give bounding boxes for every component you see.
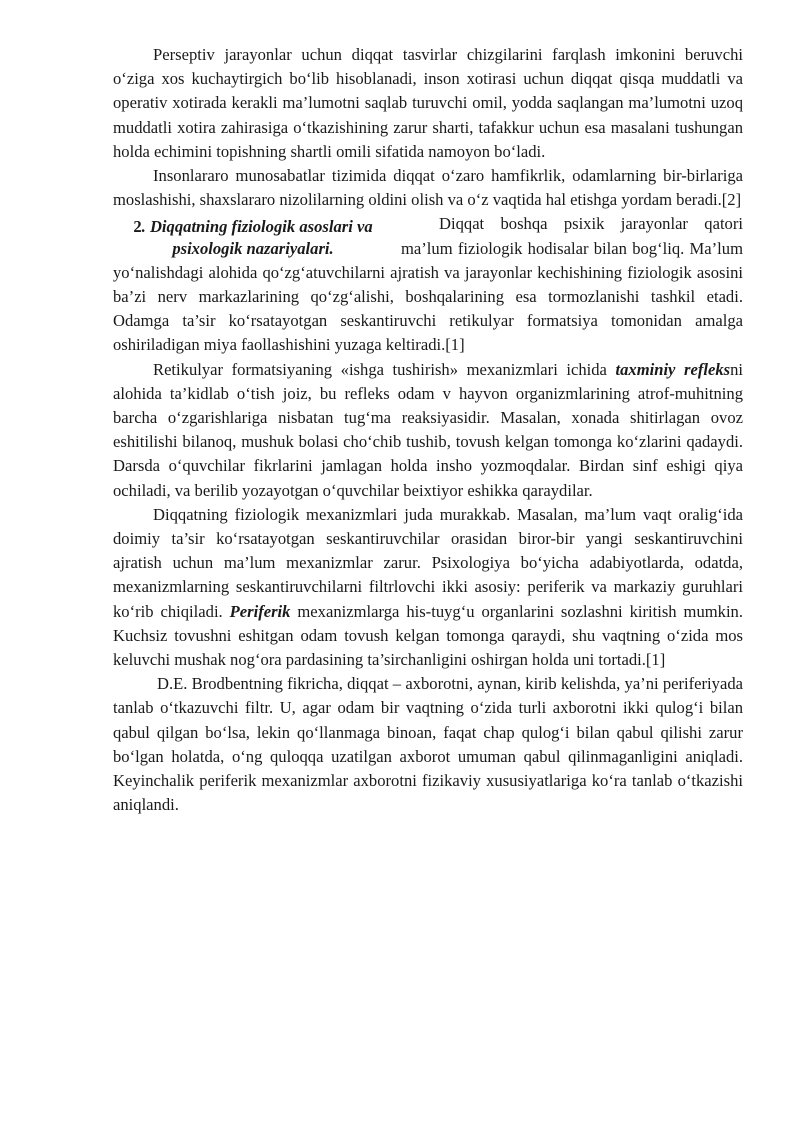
paragraph-5-rest: mexanizmlarga his-tuyg‘u organlarini sozlashni kiritish mumkin. Kuchsiz tovushni eshitgan odam tovush kelgan tomonga qaraydi, shu vaqtning o‘zida mos keluvchi mushak nog‘ora pardasining ta’sirchanligini oshirgan holda uni tortadi.[1] — [113, 601, 744, 670]
paragraph-4-start: Retikulyar formatsiyaning «ishga tushirish» mexanizmlari ichida — [153, 359, 616, 379]
paragraph-5 — [113, 503, 743, 672]
paragraph-6: D.E. Brodbentning fikricha, diqqat – axborotni, aynan, kirib kelishda, ya’ni periferiyada tanlab o‘tkazuvchi filtr. U, agar odam bir vaqtning o‘zida turli axborotni ikki qulog‘i bilan qabul qilgan bo‘lsa, lekin qo‘llanmaga binoan, faqat chap qulog‘i bilan qabul qilishi zarur bo‘lgan holatda, o‘ng quloqqa uzatilgan axborot umuman qabul qilinmaganligini aniqladi. Keyinchalik periferik mexanizmlar axborotni fizikaviy xususiyatlariga ko‘ra tanlab o‘tkazishi aniqlandi. — [113, 674, 743, 815]
paragraph-1: Perseptiv jarayonlar uchun diqqat tasvirlar chizgilarini farqlash imkonini beruvchi o‘ziga xos kuchaytirgich bo‘lib hisoblanadi, inson xotirasi uchun diqqat qisqa muddatli va operativ xotirada kerakli ma’lumotni saqlab turuvchi omil, yodda saqlangan ma’lumotni uzoq muddatli xotira zahirasiga o‘tkazishining zarur sharti, tafakkur uchun esa masalani tushungan holda echimini topishning shartli omili sifatida namoyon bo‘ladi. — [113, 45, 743, 161]
term-taxminiy-refleks: taxminiy refleks — [615, 359, 731, 379]
paragraph-4-rest: ni alohida ta’kidlab o‘tish joiz, bu refleks odam v hayvon organizmlarining atrof-muhitning barcha o‘zgarishlariga nisbatan tug‘ma reaksiyasidir. Masalan, xonada shitirlagan ovoz eshitilishi bilanoq, mushuk bolasi cho‘chib tushib, tovush kelgan tomonga ko‘zlarini qadaydi. Darsda o‘quvchilar fikrlarini jamlagan holda insho yozmoqdalar. Birdan sinf eshigi qiya ochiladi, va berilib yozayotgan o‘quvchilar beixtiyor eshikka qaraydilar. — [113, 359, 743, 500]
paragraph-4 — [113, 358, 743, 503]
section-number: 2 — [133, 217, 142, 237]
section-title: Diqqatning fiziologik asoslari va psixologik nazariyalari. — [149, 217, 373, 259]
document-page — [113, 43, 743, 818]
paragraph-2: Insonlararo munosabatlar tizimida diqqat o‘zaro hamfikrlik, odamlarning bir-birlariga moslashishi, shaxslararo nizolilarning oldini olish va o‘z vaqtida hal etishga yordam beradi.[2] — [113, 166, 743, 210]
section-heading: 2. Diqqatning fiziologik asoslari va psixologik nazariyalari. — [133, 217, 373, 259]
paragraph-5-start: Diqqatning fiziologik mexanizmlari juda murakkab. Masalan, ma’lum vaqt oralig‘ida doimiy ta’sir ko‘rsatayotgan seskantiruvchilar orasidan biror-bir yangi seskantiruvchini ajratish uchun ma’lum mexanizmlar zarur. Psixologiya bo‘yicha adabiyotlarda, odatda, mexanizmlarning seskantiruvchilarni filtrlovchi ikki asosiy: periferik va markaziy guruhlari ko‘rib chiqiladi. — [113, 504, 743, 621]
paragraph-3: Diqqat boshqa psixik jarayonlar qatori ma’lum fiziologik hodisalar bilan bog‘liq. Ma’lum yo‘nalishdagi alohida qo‘zg‘atuvchilarni ajratish va jarayonlar kechishining fiziologik asosini ba’zi nerv markazlarining qo‘zg‘alishi, boshqalarining esa tormozlanishi tashkil etadi. Odamga ta’sir ko‘rsatayotgan seskantiruvchi retikulyar formatsiya tomonidan amalga oshiriladigan miya faollashishini yuzaga keltiradi.[1] — [113, 214, 743, 355]
term-periferik: Periferik — [229, 601, 291, 621]
